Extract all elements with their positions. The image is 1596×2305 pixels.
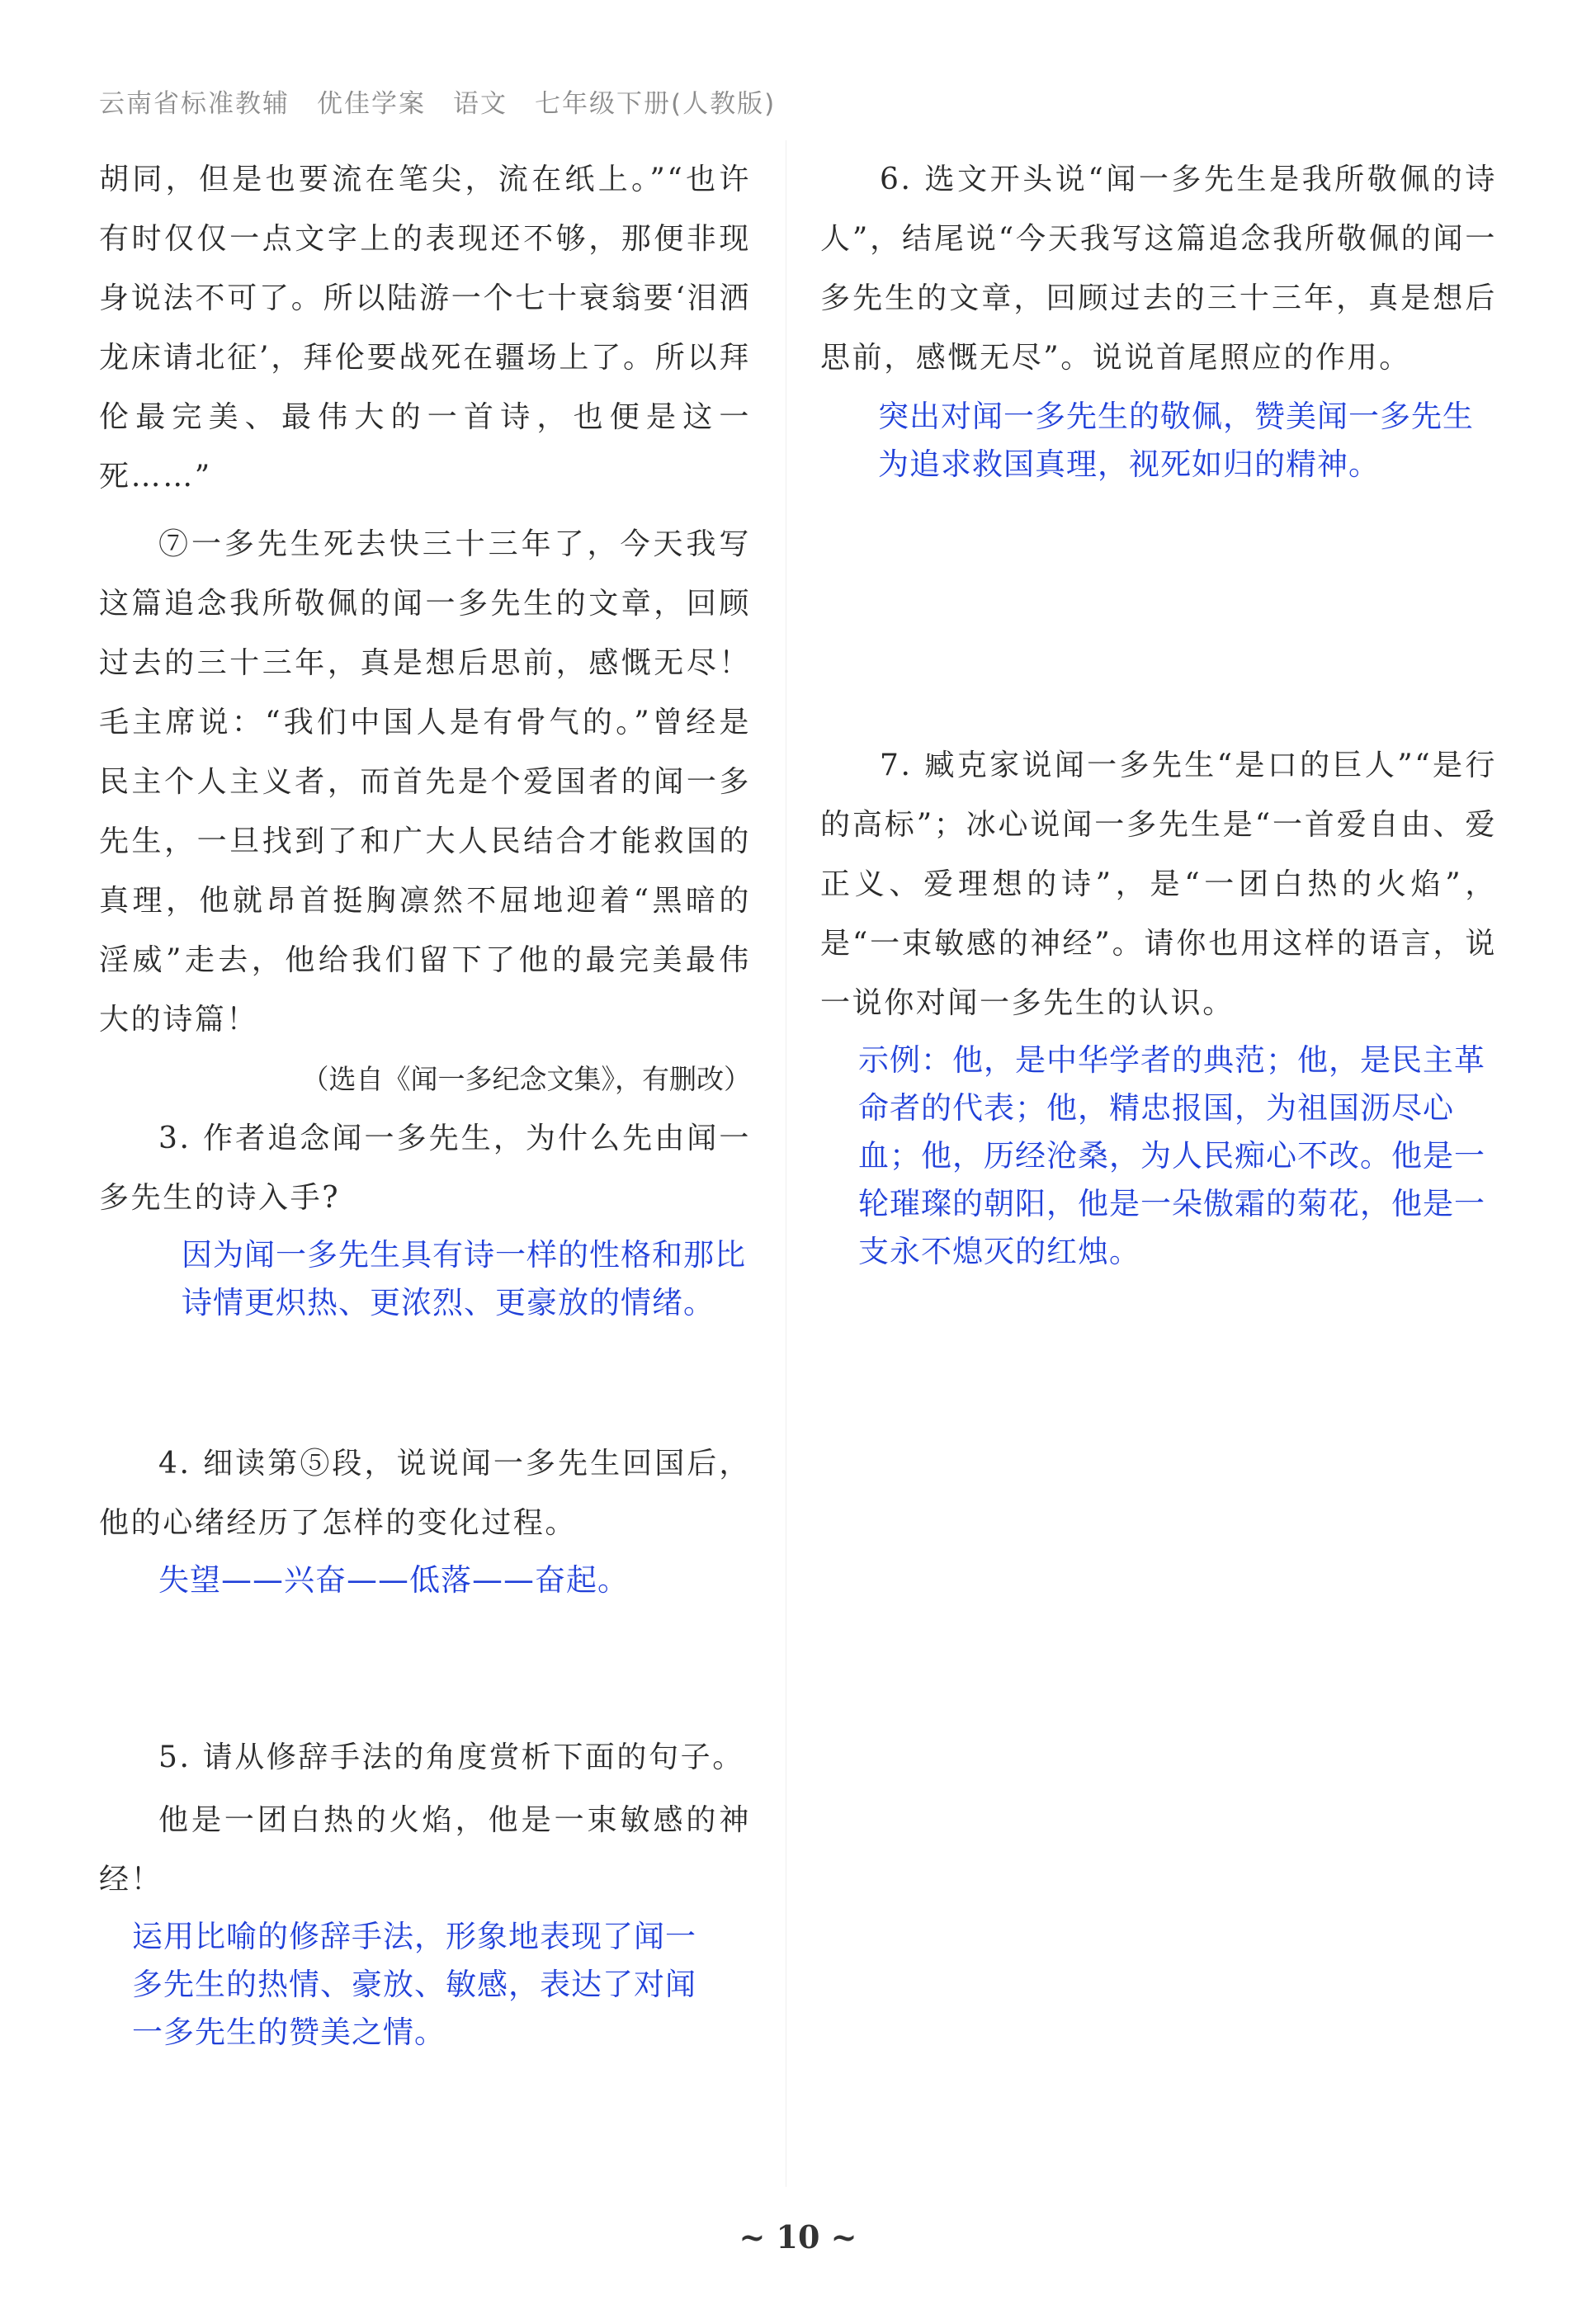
passage-source: （选自《闻一多纪念文集》，有删改） (301, 1063, 751, 1095)
answer-7: 示例：他，是中华学者的典范；他，是民主革命者的代表；他，精忠报国，为祖国沥尽心血；他，历经沧桑，为人民痴心不改。他是一轮璀璨的朝阳，他是一朵傲霜的菊花，他是一支永不熄灭的红烛。 (858, 1042, 1485, 1269)
answer-5: 运用比喻的修辞手法，形象地表现了闻一多先生的热情、豪放、敏感，表达了对闻一多先生的赞美之情。 (132, 1919, 696, 2050)
question-5: 5. 请从修辞手法的角度赏析下面的句子。 (158, 1741, 744, 1774)
question-3: 3. 作者追念闻一多先生，为什么先由闻一多先生的诗入手? (99, 1122, 751, 1215)
answer-space-4 (99, 1604, 751, 1728)
answer-space-3 (99, 1327, 751, 1434)
answer-space-6 (820, 489, 1497, 736)
answer-3: 因为闻一多先生具有诗一样的性格和那比诗情更炽热、更浓烈、更豪放的情绪。 (182, 1237, 746, 1320)
passage-continuation: 胡同，但是也要流在笔尖，流在纸上。”“也许有时仅仅一点文字上的表现还不够，那便非现身说法不可了。所以陆游一个七十衰翁要‘泪洒龙床请北征’，拜伦要战死在疆场上了。所以拜伦最完美、最伟大的一首诗，也便是这一死……” (99, 163, 751, 494)
page-number: ~ 10 ~ (739, 2218, 857, 2255)
passage-paragraph-7: ⑦一多先生死去快三十三年了，今天我写这篇追念我所敬佩的闻一多先生的文章，回顾过去的三十三年，真是想后思前，感慨无尽！毛主席说：“我们中国人是有骨气的。”曾经是民主个人主义者，而首先是个爱国者的闻一多先生，一旦找到了和广大人民结合才能救国的真理，他就昂首挺胸凛然不屈地迎着“黑暗的淫威”走去，他给我们留下了他的最完美最伟大的诗篇！ (99, 527, 751, 1037)
answer-6: 突出对闻一多先生的敬佩，赞美闻一多先生为追求救国真理，视死如归的精神。 (878, 399, 1474, 482)
question-6: 6. 选文开头说“闻一多先生是我所敬佩的诗人”，结尾说“今天我写这篇追念我所敬佩的闻一多先生的文章，回顾过去的三十三年，真是想后思前，感慨无尽”。说说首尾照应的作用。 (820, 163, 1497, 375)
question-5-quote: 他是一团白热的火焰，他是一束敏感的神经！ (99, 1803, 751, 1896)
running-header: 云南省标准教辅 优佳学案 语文 七年级下册(人教版) (99, 89, 777, 119)
question-7: 7. 臧克家说闻一多先生“是口的巨人”“是行的高标”；冰心说闻一多先生是“一首爱自由、爱正义、爱理想的诗”，是“一团白热的火焰”，是“一束敏感的神经”。请你也用这样的语言，说一说你对闻一多先生的认识。 (820, 749, 1497, 1020)
left-column (99, 150, 751, 2057)
question-4: 4. 细读第⑤段，说说闻一多先生回国后，他的心绪经历了怎样的变化过程。 (99, 1447, 751, 1540)
right-column (820, 150, 1497, 1276)
answer-4: 失望——兴奋——低落——奋起。 (158, 1562, 629, 1598)
